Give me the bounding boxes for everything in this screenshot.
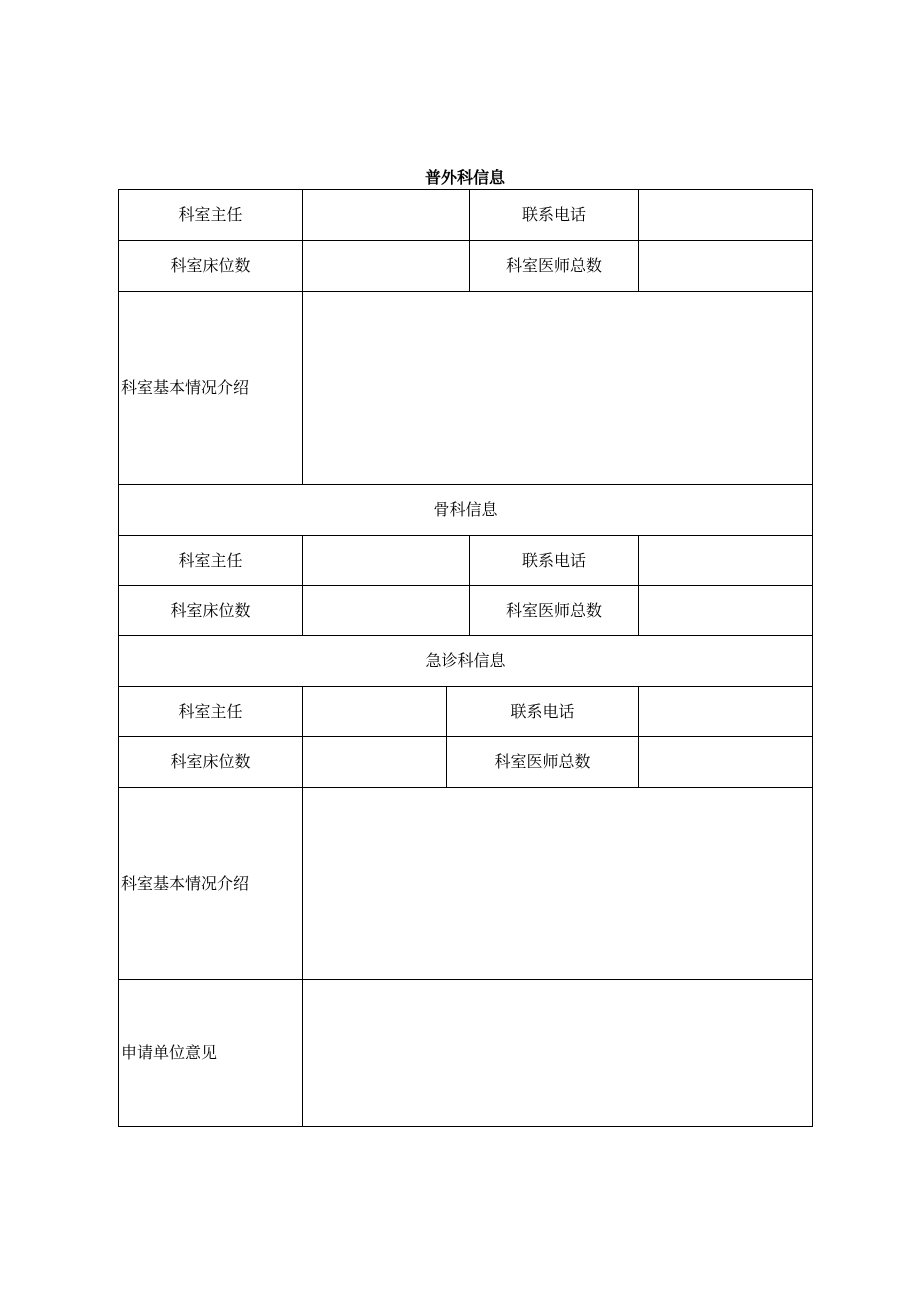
orthopedics-section-title: 骨科信息 [433, 500, 498, 519]
beds-field[interactable] [303, 241, 469, 291]
beds-label: 科室床位数 [170, 752, 251, 771]
doctors-field[interactable] [639, 241, 812, 291]
phone-label: 联系电话 [510, 701, 575, 721]
phone-label: 联系电话 [521, 205, 586, 224]
intro-label: 科室基本情况介绍 [121, 873, 250, 893]
doctors-field[interactable] [639, 586, 812, 635]
table-rule [118, 1126, 813, 1127]
beds-label: 科室床位数 [170, 256, 251, 275]
opinion-label: 申请单位意见 [121, 1043, 218, 1062]
intro-field[interactable] [303, 292, 812, 484]
page-title: 普外科信息 [424, 168, 505, 187]
doctors-label: 科室医师总数 [505, 600, 602, 620]
director-field[interactable] [303, 190, 469, 240]
opinion-field[interactable] [303, 980, 812, 1126]
emergency-section-title: 急诊科信息 [425, 651, 506, 670]
phone-field[interactable] [639, 687, 812, 736]
doctors-label: 科室医师总数 [505, 256, 602, 275]
director-field[interactable] [303, 536, 469, 585]
director-label: 科室主任 [178, 550, 243, 570]
doctors-label: 科室医师总数 [494, 752, 591, 771]
intro-label: 科室基本情况介绍 [121, 378, 250, 397]
doctors-field[interactable] [639, 737, 812, 787]
director-field[interactable] [303, 687, 446, 736]
phone-label: 联系电话 [521, 550, 586, 570]
table-rule [812, 189, 813, 1127]
beds-field[interactable] [303, 737, 446, 787]
intro-field[interactable] [303, 788, 812, 979]
beds-field[interactable] [303, 586, 469, 635]
director-label: 科室主任 [178, 701, 243, 721]
beds-label: 科室床位数 [170, 600, 251, 620]
phone-field[interactable] [639, 190, 812, 240]
phone-field[interactable] [639, 536, 812, 585]
director-label: 科室主任 [178, 205, 243, 224]
